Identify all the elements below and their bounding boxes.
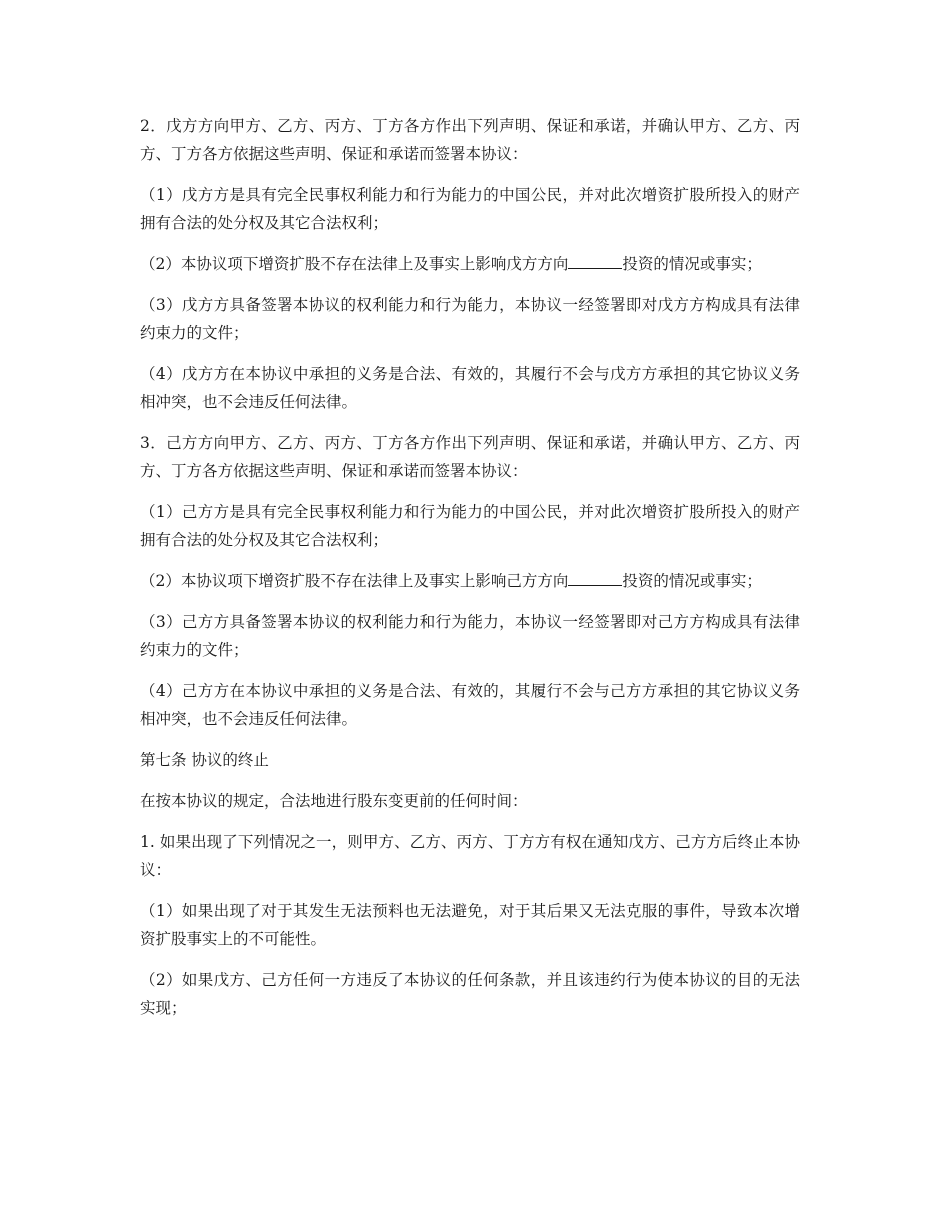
clause-2-intro: 2．戊方方向甲方、乙方、丙方、丁方各方作出下列声明、保证和承诺，并确认甲方、乙方、丙方、丁方各方依据这些声明、保证和承诺而签署本协议：	[140, 117, 800, 163]
clause-3-item-2	[140, 567, 800, 595]
fill-in-blank	[568, 569, 622, 586]
clause-2-item-1: （1）戊方方是具有完全民事权利能力和行为能力的中国公民，并对此次增资扩股所投入的财产拥有合法的处分权及其它合法权利；	[140, 186, 800, 232]
clause-3-item-2-after: 投资的情况或事实；	[622, 572, 762, 590]
article-7-clause-1-item-2: （2）如果戊方、己方任何一方违反了本协议的任何条款，并且该违约行为使本协议的目的无法实现；	[140, 971, 800, 1017]
article-7-clause-1: 1. 如果出现了下列情况之一，则甲方、乙方、丙方、丁方方有权在通知戊方、己方方后终止本协议：	[140, 833, 800, 879]
clause-2-item-2-after: 投资的情况或事实；	[622, 255, 762, 273]
article-7-preamble: 在按本协议的规定，合法地进行股东变更前的任何时间：	[140, 792, 528, 810]
clause-2-item-3: （3）戊方方具备签署本协议的权利能力和行为能力，本协议一经签署即对戊方方构成具有法律约束力的文件；	[140, 296, 800, 342]
clause-3-item-1: （1）己方方是具有完全民事权利能力和行为能力的中国公民，并对此次增资扩股所投入的财产拥有合法的处分权及其它合法权利；	[140, 503, 800, 549]
clause-3-item-3: （3）己方方具备签署本协议的权利能力和行为能力，本协议一经签署即对己方方构成具有法律约束力的文件；	[140, 613, 800, 659]
clause-2-item-4: （4）戊方方在本协议中承担的义务是合法、有效的，其履行不会与戊方方承担的其它协议义务相冲突，也不会违反任何法律。	[140, 365, 800, 411]
article-7-heading: 第七条 协议的终止	[140, 751, 269, 769]
clause-2-item-2-before: （2）本协议项下增资扩股不存在法律上及事实上影响戊方方向	[140, 255, 569, 273]
clause-3-item-2-before: （2）本协议项下增资扩股不存在法律上及事实上影响己方方向	[140, 572, 569, 590]
clause-3-intro: 3．己方方向甲方、乙方、丙方、丁方各方作出下列声明、保证和承诺，并确认甲方、乙方、丙方、丁方各方依据这些声明、保证和承诺而签署本协议：	[140, 434, 800, 480]
document-page	[140, 112, 800, 1035]
article-7-clause-1-item-1: （1）如果出现了对于其发生无法预料也无法避免，对于其后果又无法克服的事件，导致本次增资扩股事实上的不可能性。	[140, 902, 800, 948]
clause-3-item-4: （4）己方方在本协议中承担的义务是合法、有效的，其履行不会与己方方承担的其它协议义务相冲突，也不会违反任何法律。	[140, 682, 800, 728]
fill-in-blank	[568, 252, 622, 269]
clause-2-item-2	[140, 250, 800, 278]
